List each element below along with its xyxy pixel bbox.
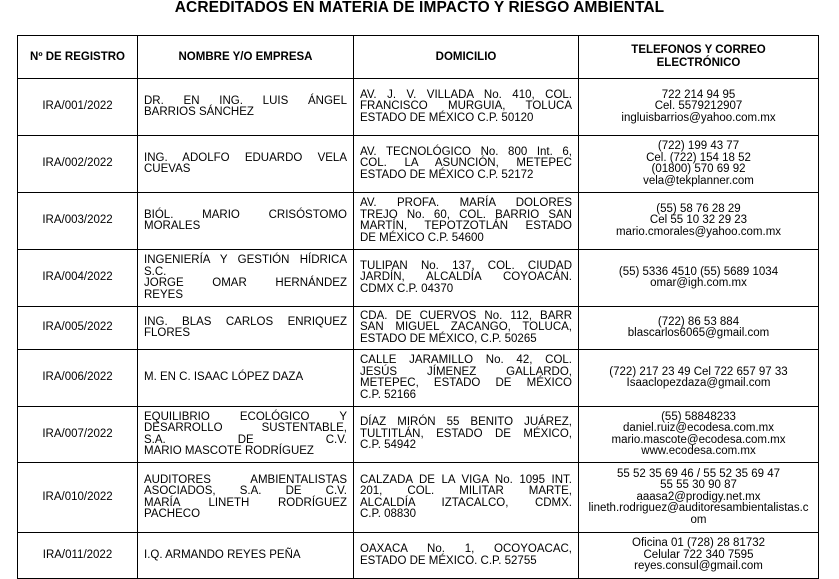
- domicilio-line: ESTADO DE MÉXICO. C.P. 52755: [360, 554, 537, 567]
- contacto-line: vela@tekplanner.com: [643, 174, 754, 187]
- domicilio-line: CDA. DE CUERVOS No. 112, BARR: [360, 309, 572, 322]
- contacto-cell: [579, 407, 819, 463]
- contacto-line: (722) 199 43 77: [657, 140, 740, 152]
- nombre-line: S.A. DE C.V.: [144, 433, 347, 446]
- nombre-line: AUDITORES AMBIENTALISTAS: [144, 473, 347, 486]
- table-row: [18, 533, 819, 579]
- nombre-line: MARÍA LINETH RODRÍGUEZ: [144, 496, 347, 509]
- page-title: ACREDITADOS EN MATERIA DE IMPACTO Y RIESGO AMBIENTAL: [174, 0, 665, 16]
- contacto-line: ingluisbarrios@yahoo.com.mx: [621, 111, 776, 124]
- nombre-cell: [138, 193, 354, 250]
- domicilio-cell: [354, 407, 579, 463]
- domicilio-line: ESTADO DE MÉXICO, C.P. 50265: [360, 332, 537, 345]
- domicilio-line: JARDÍN, ALCALDÍA COYOACÁN.: [360, 271, 572, 284]
- domicilio-cell: [354, 250, 579, 307]
- domicilio-line: AV. TECNOLÓGICO No. 800 Int. 6,: [360, 145, 572, 158]
- domicilio-line: TREJO No. 60, COL. BARRIO SAN: [360, 208, 572, 221]
- contacto-line: omar@igh.com.mx: [650, 277, 747, 289]
- nombre-line: FLORES: [144, 327, 191, 339]
- nombre-line: REYES: [144, 288, 183, 301]
- contacto-line: Cel. (722) 154 18 52: [646, 151, 751, 164]
- contacto-cell: [579, 193, 819, 250]
- nombre-line: DESARROLLO SUSTENTABLE,: [144, 422, 347, 434]
- domicilio-line: ESTADO DE MÉXICO C.P. 50120: [360, 111, 534, 124]
- domicilio-line: CALZADA DE LA VIGA No. 1095 INT.: [360, 473, 572, 486]
- domicilio-cell: [354, 307, 579, 350]
- contacto-line: (55) 58 76 28 29: [656, 202, 741, 215]
- nombre-cell: [138, 136, 354, 193]
- domicilio-line: JESÚS JÍMENEZ GALLARDO,: [360, 365, 572, 378]
- contacto-cell: [579, 463, 819, 533]
- domicilio-line: METEPEC, ESTADO DE MÉXICO: [360, 377, 572, 389]
- contacto-line: (55) 5336 4510 (55) 5689 1034: [618, 265, 779, 278]
- nombre-line: DR. EN ING. LUIS ÁNGEL: [144, 94, 347, 107]
- contacto-cell: [579, 533, 819, 579]
- contacto-line: Oficina 01 (728) 28 81732: [632, 537, 765, 550]
- nombre-cell: [138, 533, 354, 579]
- nombre-cell: [138, 79, 354, 136]
- contacto-cell: [579, 307, 819, 350]
- nombre-line: INGENIERÍA Y GESTIÓN HÍDRICA: [144, 254, 347, 266]
- domicilio-line: 201, COL. MILITAR MARTE,: [360, 485, 572, 497]
- domicilio-line: MARTÍN, TEPOTZOTLÁN ESTADO: [360, 220, 572, 232]
- nombre-line: BARRIOS SÁNCHEZ: [144, 106, 254, 118]
- nombre-cell: [138, 307, 354, 350]
- domicilio-line: TULTITLÁN, ESTADO DE MÉXICO,: [360, 427, 572, 440]
- table-row: [18, 250, 819, 307]
- domicilio-line: AV. J. V. VILLADA No. 410, COL.: [360, 88, 572, 101]
- domicilio-line: C.P. 08830: [360, 508, 417, 520]
- contacto-line: om: [690, 513, 707, 526]
- domicilio-line: OAXACA No. 1, OCOYOACAC,: [360, 543, 572, 555]
- domicilio-cell: [354, 463, 579, 533]
- table-row: [18, 136, 819, 193]
- table-row: [18, 79, 819, 136]
- contacto-line: www.ecodesa.com.mx: [641, 445, 756, 457]
- nombre-line: ASOCIADOS, S.A. DE C.V.: [144, 485, 347, 497]
- contacto-cell: [579, 136, 819, 193]
- domicilio-line: COL. LA ASUNCIÓN, METEPEC: [360, 157, 572, 170]
- domicilio-cell: [354, 350, 579, 407]
- domicilio-line: DE MÉXICO C.P. 54600: [360, 231, 484, 244]
- column-header-contacto: TELEFONOS Y CORREO ELECTRÓNICO: [579, 36, 819, 79]
- contacto-line: 722 214 94 95: [661, 88, 736, 101]
- contacto-line: Celular 722 340 7595: [643, 548, 754, 561]
- domicilio-line: DÍAZ MIRÓN 55 BENITO JUÁREZ,: [360, 416, 572, 429]
- nombre-line: ING. ADOLFO EDUARDO VELA: [144, 151, 347, 164]
- domicilio-line: TULIPAN No. 137, COL. CIUDAD: [360, 259, 572, 272]
- contacto-line: daniel.ruiz@ecodesa.com.mx: [622, 422, 775, 434]
- domicilio-line: CALLE JARAMILLO No. 42, COL.: [360, 354, 572, 366]
- domicilio-line: C.P. 52166: [360, 388, 417, 401]
- domicilio-cell: [354, 79, 579, 136]
- registro-cell: IRA/006/2022: [18, 350, 138, 407]
- nombre-line: I.Q. ARMANDO REYES PEÑA: [144, 548, 301, 561]
- contacto-line: reyes.consul@gmail.com: [634, 560, 763, 573]
- registro-cell: IRA/004/2022: [18, 250, 138, 307]
- nombre-line: BIÓL. MARIO CRISÓSTOMO: [144, 208, 347, 221]
- contacto-line: Cel. 5579212907: [654, 100, 743, 113]
- table-row: [18, 307, 819, 350]
- contacto-line: Isaaclopezdaza@gmail.com: [626, 377, 771, 389]
- contacto-line: 55 55 30 90 87: [660, 479, 737, 492]
- contacto-line: (722) 217 23 49 Cel 722 657 97 33: [609, 365, 788, 378]
- domicilio-line: CDMX C.P. 04370: [360, 282, 454, 295]
- domicilio-line: ALCALDÍA IZTACALCO, CDMX.: [360, 496, 572, 509]
- nombre-cell: [138, 407, 354, 463]
- contacto-line: mario.mascote@ecodesa.com.mx: [611, 433, 786, 446]
- column-header-nombre: NOMBRE Y/O EMPRESA: [138, 36, 354, 79]
- nombre-cell: [138, 350, 354, 407]
- contacto-line: (01800) 570 69 92: [651, 163, 746, 175]
- contacto-cell: [579, 79, 819, 136]
- nombre-line: S.C.: [144, 265, 167, 278]
- contacto-line: Cel 55 10 32 29 23: [649, 214, 748, 227]
- domicilio-line: SAN MIGUEL ZACANGO, TOLUCA,: [360, 321, 572, 334]
- table-row: [18, 407, 819, 463]
- contacto-line: 55 52 35 69 46 / 55 52 35 69 47: [616, 467, 781, 480]
- registro-cell: IRA/003/2022: [18, 193, 138, 250]
- nombre-line: ING. BLAS CARLOS ENRIQUEZ: [144, 315, 347, 328]
- table-row: [18, 193, 819, 250]
- nombre-line: MARIO MASCOTE RODRÍGUEZ: [144, 445, 314, 457]
- table-row: [18, 350, 819, 407]
- nombre-line: EQUILIBRIO ECOLÓGICO Y: [144, 410, 347, 423]
- registro-cell: IRA/005/2022: [18, 307, 138, 350]
- contacto-line: aaasa2@prodigy.net.mx: [636, 490, 761, 503]
- contacto-line: (722) 86 53 884: [657, 315, 740, 328]
- domicilio-line: ESTADO DE MÉXICO C.P. 52172: [360, 168, 534, 181]
- contacto-cell: [579, 250, 819, 307]
- domicilio-line: AV. PROFA. MARÍA DOLORES: [360, 197, 572, 209]
- domicilio-cell: [354, 136, 579, 193]
- contacto-line: lineth.rodriguez@auditoresambientalistas.c: [588, 502, 809, 515]
- registro-cell: IRA/010/2022: [18, 463, 138, 533]
- domicilio-line: FRANCISCO MURGUIA, TOLUCA: [360, 100, 572, 113]
- nombre-line: MORALES: [144, 220, 201, 232]
- contacto-line: mario.cmorales@yahoo.com.mx: [615, 225, 782, 238]
- column-header-registro: Nº DE REGISTRO: [18, 36, 138, 79]
- header-row: [18, 36, 819, 79]
- nombre-line: JORGE OMAR HERNÁNDEZ: [144, 277, 347, 289]
- nombre-line: M. EN C. ISAAC LÓPEZ DAZA: [144, 371, 304, 384]
- table-row: [18, 463, 819, 533]
- domicilio-cell: [354, 533, 579, 579]
- nombre-line: PACHECO: [144, 508, 201, 520]
- contacto-cell: [579, 350, 819, 407]
- nombre-cell: [138, 250, 354, 307]
- contacto-line: (55) 58848233: [661, 410, 736, 423]
- registro-cell: IRA/011/2022: [18, 533, 138, 579]
- registry-table: [17, 35, 819, 579]
- registro-cell: IRA/007/2022: [18, 407, 138, 463]
- nombre-line: CUEVAS: [144, 163, 191, 175]
- registro-cell: IRA/002/2022: [18, 136, 138, 193]
- contacto-line: blascarlos6065@gmail.com: [627, 327, 770, 339]
- column-header-domicilio: DOMICILIO: [354, 36, 579, 79]
- domicilio-cell: [354, 193, 579, 250]
- nombre-cell: [138, 463, 354, 533]
- domicilio-line: C.P. 54942: [360, 439, 417, 452]
- registro-cell: IRA/001/2022: [18, 79, 138, 136]
